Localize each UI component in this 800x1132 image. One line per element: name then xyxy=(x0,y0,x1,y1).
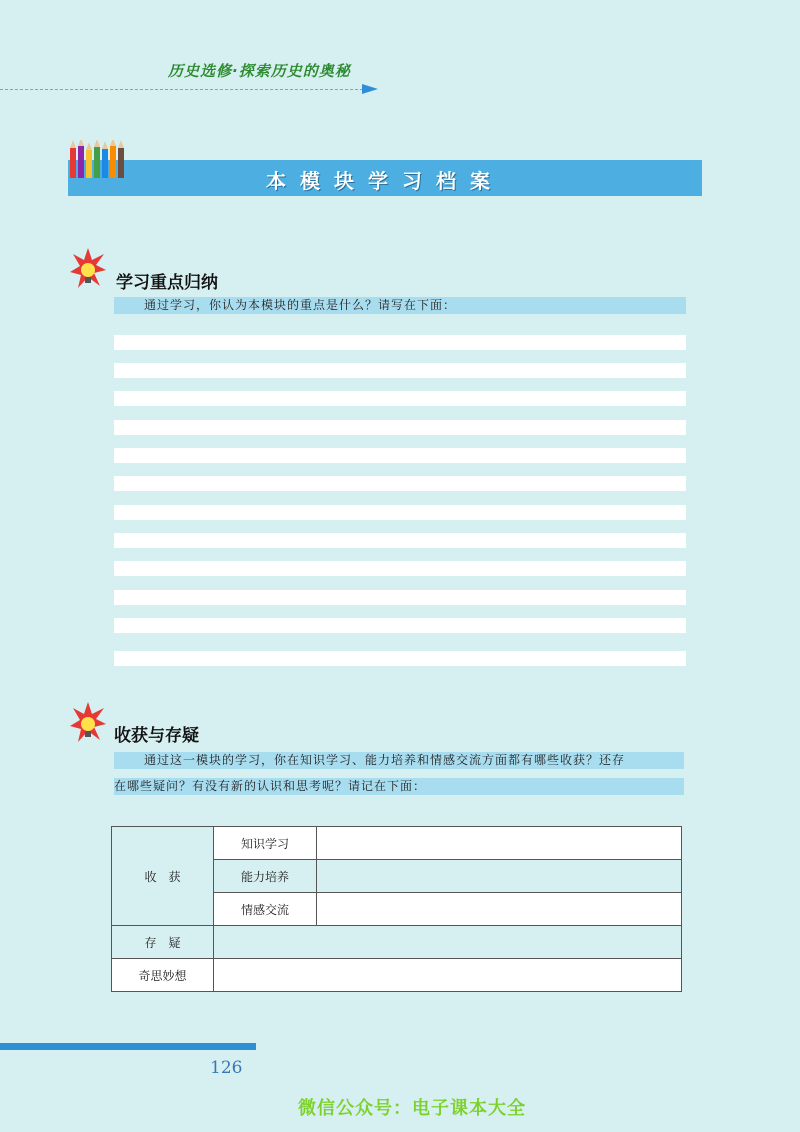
page-number: 126 xyxy=(210,1058,243,1078)
module-banner xyxy=(68,160,702,196)
writing-line[interactable] xyxy=(114,590,686,605)
ideas-answer-cell[interactable] xyxy=(214,959,682,992)
section1-prompt: 通过学习，你认为本模块的重点是什么？请写在下面： xyxy=(114,297,686,314)
header-dashed-line xyxy=(0,89,368,90)
writing-line[interactable] xyxy=(114,363,686,378)
writing-line[interactable] xyxy=(114,420,686,435)
writing-line[interactable] xyxy=(114,448,686,463)
ideas-label: 奇思妙想 xyxy=(112,959,214,992)
writing-line[interactable] xyxy=(114,561,686,576)
section-title-gains-doubts: 收获与存疑 xyxy=(114,726,199,746)
emotion-answer-cell[interactable] xyxy=(317,893,682,926)
row-label-emotion: 情感交流 xyxy=(214,893,317,926)
footer-bar xyxy=(0,1043,256,1050)
writing-line[interactable] xyxy=(114,391,686,406)
banner-title: 本模块学习档案 xyxy=(266,169,504,193)
row-label-knowledge: 知识学习 xyxy=(214,827,317,860)
writing-line[interactable] xyxy=(114,618,686,633)
section2-prompt-line2: 在哪些疑问？有没有新的认识和思考呢？请记在下面： xyxy=(114,778,684,795)
lightbulb-icon xyxy=(70,702,106,746)
book-title: 历史选修·探索历史的奥秘 xyxy=(168,62,351,80)
row-label-ability: 能力培养 xyxy=(214,860,317,893)
writing-line[interactable] xyxy=(114,533,686,548)
lightbulb-icon xyxy=(70,248,106,292)
pencils-icon xyxy=(68,140,128,178)
writing-line[interactable] xyxy=(114,505,686,520)
gains-doubts-table xyxy=(111,826,682,992)
writing-line[interactable] xyxy=(114,335,686,350)
writing-line[interactable] xyxy=(114,651,686,666)
arrow-icon xyxy=(362,84,378,94)
writing-line[interactable] xyxy=(114,476,686,491)
section-title-key-points: 学习重点归纳 xyxy=(116,273,218,293)
section2-prompt-line1: 通过这一模块的学习，你在知识学习、能力培养和情感交流方面都有哪些收获？还存 xyxy=(114,752,684,769)
ability-answer-cell[interactable] xyxy=(317,860,682,893)
doubt-answer-cell[interactable] xyxy=(214,926,682,959)
doubt-label: 存 疑 xyxy=(112,926,214,959)
knowledge-answer-cell[interactable] xyxy=(317,827,682,860)
watermark: 微信公众号：电子课本大全 xyxy=(298,1098,526,1119)
gain-label: 收 获 xyxy=(112,827,214,926)
